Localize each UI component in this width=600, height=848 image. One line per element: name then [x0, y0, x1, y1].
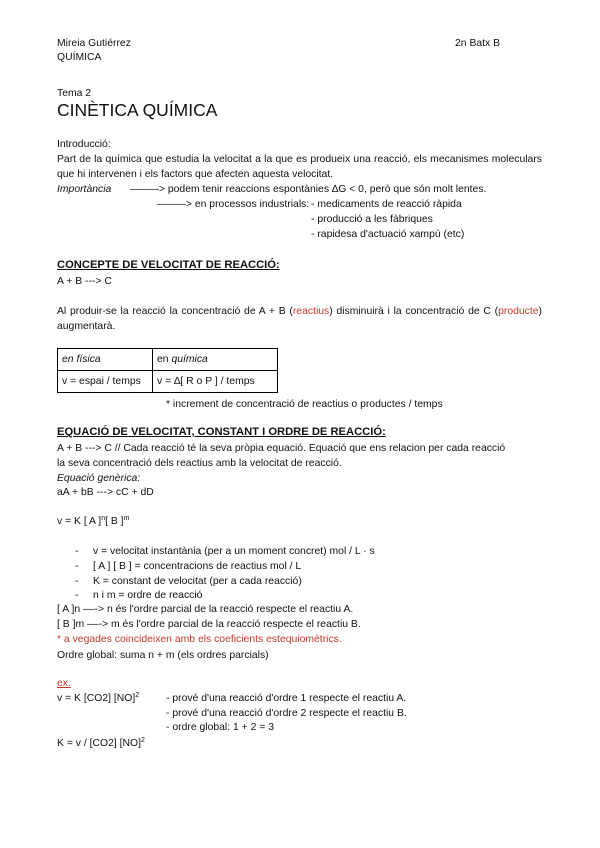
k-formula-text: K = v / [CO2] [NO] [57, 738, 142, 749]
point-2-text: en processos industrials: [194, 199, 310, 210]
bullet-item-3: K = constant de velocitat (per a cada reacció) [93, 576, 302, 587]
importance-point-1 [130, 183, 486, 196]
example-item-2: - prové d'una reacció d'ordre 2 respecte el reactiu B. [166, 708, 407, 719]
equation-line-2: la seva concentració dels reactius amb la velocitat de reacció. [57, 458, 342, 469]
example-label: ex. [57, 678, 71, 689]
intro-heading: Introducció: [57, 139, 111, 150]
table-cell-fisica: v = espai / temps [58, 371, 153, 393]
order-b: [ B ]m ––-> m és l'ordre parcial de la reacció respecte el reactiu B. [57, 619, 361, 630]
equation-heading: EQUACIÓ DE VELOCITAT, CONSTANT I ORDRE DE REACCIÓ: [57, 426, 386, 438]
k-formula [57, 737, 145, 750]
producte-term: producte [498, 306, 539, 317]
intro-paragraph: Part de la química que estudia la velocitat a la que es produeix una reacció, els mecanismes moleculars que hi intervenen i els factors que afecten aquesta velocitat. [57, 154, 542, 180]
course-label: 2n Batx B [455, 38, 501, 49]
concept-text-b: ) disminuirà i la concentració de C ( [329, 306, 499, 317]
concept-text-a: Al produir-se la reacció la concentració de A + B ( [57, 306, 293, 317]
sub-item-1: - medicaments de reacció ràpida [311, 199, 462, 210]
concept-heading: CONCEPTE DE VELOCITAT DE REACCIÓ: [57, 259, 280, 271]
table-header-quimica: en química [153, 349, 278, 371]
rate-base: v = K [ A ] [57, 516, 102, 527]
table-row [58, 371, 278, 393]
velocity-table [57, 348, 278, 393]
bullet-dash: - [75, 590, 79, 601]
table-header-fisica: en física [58, 349, 153, 371]
example-item-3: - ordre global: 1 + 2 = 3 [166, 722, 275, 733]
subject-label: QUÍMICA [57, 52, 102, 63]
sub-item-3: - rapidesa d'actuació xampú (etc) [311, 229, 465, 240]
example-exp: 2 [135, 692, 140, 699]
k-exp: 2 [141, 737, 145, 744]
bullet-dash: - [75, 561, 79, 572]
bullet-item-2: [ A ] [ B ] = concentracions de reactius mol / L [93, 561, 302, 572]
concept-paragraph [57, 304, 542, 334]
bullet-dash: - [75, 576, 79, 587]
global-order: Ordre global: suma n + m (els ordres parcials) [57, 650, 269, 661]
reactius-term: reactius [292, 306, 330, 317]
order-a: [ A ]n ––-> n és l'ordre parcial de la reacció respecte el reactiu A. [57, 604, 354, 615]
example-formula [57, 692, 139, 705]
importance-label: Importància [57, 184, 112, 195]
importance-point-2 [157, 198, 309, 211]
generic-equation-label: Equació genèrica: [57, 473, 141, 484]
topic-label: Tema 2 [57, 88, 92, 99]
exp-m: m [123, 515, 130, 522]
rate-mid: [ B ] [105, 516, 124, 527]
sub-item-2: - producció a les fàbriques [311, 214, 433, 225]
page-title: CINÈTICA QUÍMICA [57, 100, 218, 120]
quimica-word: química [171, 354, 208, 365]
rate-law [57, 515, 129, 528]
arrow-2: –––––> [157, 199, 192, 210]
example-item-1: - prové d'una reacció d'ordre 1 respecte el reactiu A. [166, 693, 407, 704]
author-name: Mireia Gutiérrez [57, 38, 131, 49]
equation-line-1: A + B ---> C // Cada reacció té la seva pròpia equació. Equació que ens relacion per cada reacció [57, 443, 506, 454]
concept-text-c: ) augmentarà. [57, 306, 542, 332]
concept-note: * increment de concentració de reactius o productes / temps [166, 399, 443, 410]
table-row [58, 349, 278, 371]
bullet-dash: - [75, 546, 79, 557]
example-formula-text: v = K [CO2] [NO] [57, 693, 136, 704]
arrow-1: –––––> [130, 184, 165, 195]
point-1-text: podem tenir reaccions espontànies ∆G < 0, però que són molt lentes. [167, 184, 487, 195]
generic-equation: aA + bB ---> cC + dD [57, 487, 154, 498]
table-cell-quimica: v = ∆[ R o P ] / temps [153, 371, 278, 393]
bullet-item-4: n i m = ordre de reacció [93, 590, 203, 601]
bullet-item-1: v = velocitat instantània (per a un moment concret) mol / L · s [93, 546, 375, 557]
warning-note: * a vegades coincideixen amb els coeficients estequiomètrics. [57, 634, 342, 645]
exp-n: n [101, 515, 106, 522]
concept-reaction: A + B ---> C [57, 276, 112, 287]
